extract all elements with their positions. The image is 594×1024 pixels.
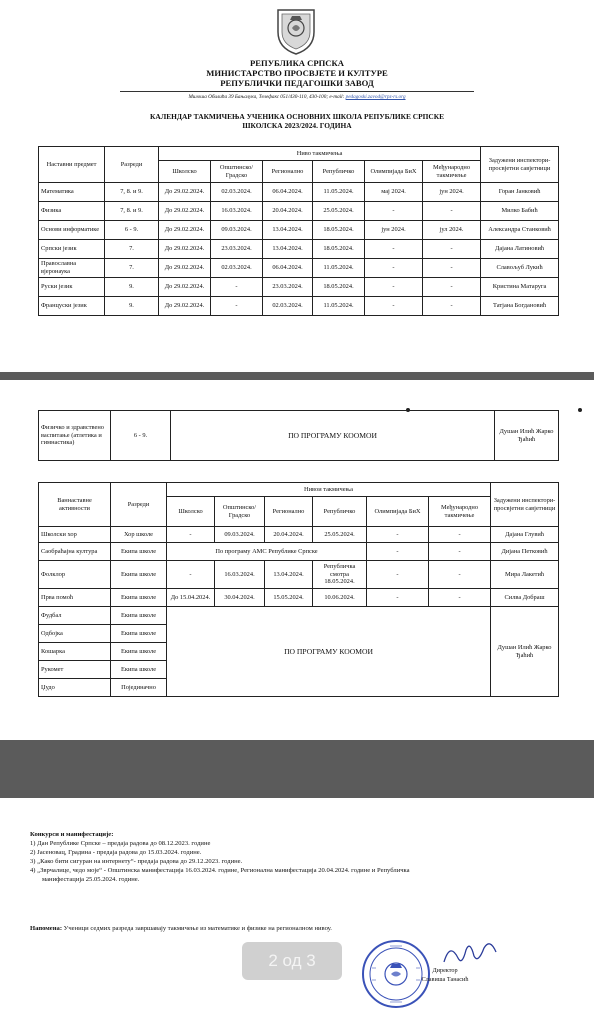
header-school: Школско	[167, 497, 215, 527]
cell-inspector: Дајана Латиновић	[481, 240, 559, 259]
cell-subject: Француски језик	[39, 297, 105, 316]
cell-activity: Саобраћајна култура	[39, 543, 111, 561]
cell-regional: 06.04.2024.	[263, 259, 313, 278]
cell-republic: 11.05.2024.	[313, 259, 365, 278]
table-row	[39, 183, 559, 202]
cell-subject: Физика	[39, 202, 105, 221]
header-olympiad: Олимпијада БиХ	[365, 161, 423, 183]
cell-sports-inspector: Душан Илић Жарко Ђаћић	[491, 607, 559, 697]
cell-republic: 18.05.2024.	[313, 240, 365, 259]
cell-regional: 20.04.2024.	[263, 202, 313, 221]
cell-regional: 23.03.2024.	[263, 278, 313, 297]
cell-municipal: -	[211, 278, 263, 297]
cell-olympiad: -	[367, 527, 429, 543]
cell-inspector: Силва Добраш	[491, 589, 559, 607]
header-school: Школско	[159, 161, 211, 183]
table-row	[39, 278, 559, 297]
cell-program: ПО ПРОГРАМУ КООМОИ	[171, 411, 495, 461]
table-row	[39, 527, 559, 543]
cell-olympiad: -	[365, 202, 423, 221]
header-international: Међународно такмичење	[429, 497, 491, 527]
cell-municipal: 02.03.2024.	[211, 259, 263, 278]
header-level: Ниво такмичења	[159, 147, 481, 161]
cell-inspector: Дијана Петковић	[491, 543, 559, 561]
cell-subject: Математика	[39, 183, 105, 202]
table-row	[39, 297, 559, 316]
cell-grades: Екипа школе	[111, 607, 167, 625]
table-row	[39, 561, 559, 589]
cell-activity: Кошарка	[39, 643, 111, 661]
extracurricular-table	[38, 482, 559, 697]
cell-school: До 29.02.2024.	[159, 202, 211, 221]
document-page-2	[0, 380, 594, 740]
cell-activity: Школски хор	[39, 527, 111, 543]
header-olympiad: Олимпијада БиХ	[367, 497, 429, 527]
table-row	[39, 543, 559, 561]
competition-table	[38, 146, 559, 316]
cell-activity: Фудбал	[39, 607, 111, 625]
cell-grades: Екипа школе	[111, 661, 167, 679]
cell-grades: 9.	[105, 297, 159, 316]
contest-item: 2) Јасеновац, Градина - предаја радова до 15.03.2024. године.	[30, 849, 202, 856]
cell-international: јун 2024.	[423, 183, 481, 202]
cell-municipal: 23.03.2024.	[211, 240, 263, 259]
cell-school: -	[167, 527, 215, 543]
cell-olympiad: -	[367, 543, 429, 561]
cell-grades: Појединачно	[111, 679, 167, 697]
cell-republic: 11.05.2024.	[313, 183, 365, 202]
cell-international: -	[423, 259, 481, 278]
cell-sports-program: ПО ПРОГРАМУ КООМОИ	[167, 607, 491, 697]
cell-regional: 20.04.2024.	[265, 527, 313, 543]
handwritten-signature	[440, 936, 500, 970]
cell-regional: 13.04.2024.	[265, 561, 313, 589]
cell-activity: Физичко и здравствено васпитање (атлетика и гимнастика)	[39, 411, 111, 461]
header-inspectors: Задужени инспектори-просвјетни савјетници	[481, 147, 559, 183]
cell-activity: Одбојка	[39, 625, 111, 643]
scan-mark	[578, 408, 582, 412]
cell-international: -	[423, 297, 481, 316]
cell-inspector: Татјана Богдановић	[481, 297, 559, 316]
header-republic: РЕПУБЛИКА СРПСКА	[250, 58, 344, 68]
header-activities: Ваннаставне активности	[39, 483, 111, 527]
note-label: Напомена:	[30, 925, 63, 932]
cell-international: -	[423, 240, 481, 259]
cell-olympiad: мај 2024.	[365, 183, 423, 202]
cell-grades: 6 - 9.	[111, 411, 171, 461]
cell-grades: 7.	[105, 259, 159, 278]
cell-inspector: Дајана Глувић	[491, 527, 559, 543]
cell-subject: Православна вјеронаука	[39, 259, 105, 278]
cell-municipal: 16.03.2024.	[215, 561, 265, 589]
email-link[interactable]: pedagoski.zavod@rpz-rs.org	[345, 94, 406, 100]
cell-international: -	[423, 278, 481, 297]
table-row	[39, 411, 559, 461]
cell-regional: 06.04.2024.	[263, 183, 313, 202]
cell-inspector: Александра Станковић	[481, 221, 559, 240]
cell-municipal: 30.04.2024.	[215, 589, 265, 607]
cell-republic: 25.05.2024.	[313, 527, 367, 543]
cell-olympiad: -	[365, 240, 423, 259]
cell-olympiad: јун 2024.	[365, 221, 423, 240]
table-row	[39, 221, 559, 240]
table-row	[39, 589, 559, 607]
cell-activity: Џудо	[39, 679, 111, 697]
cell-international: јул 2024.	[423, 221, 481, 240]
cell-program: По програму АМС Републике Српске	[167, 543, 367, 561]
cell-school: До 29.02.2024.	[159, 259, 211, 278]
cell-republic: 18.05.2024.	[313, 278, 365, 297]
header-ministry: МИНИСТАРСТВО ПРОСВЈЕТЕ И КУЛТУРЕ	[206, 68, 388, 78]
cell-grades: Хор школе	[111, 527, 167, 543]
cell-municipal: 09.03.2024.	[211, 221, 263, 240]
header-international: Међународно такмичење	[423, 161, 481, 183]
cell-grades: 7.	[105, 240, 159, 259]
cell-school: До 29.02.2024.	[159, 183, 211, 202]
header-subject: Наставни предмет	[39, 147, 105, 183]
cell-school: -	[167, 561, 215, 589]
header-municipal: Општинско/ Градско	[215, 497, 265, 527]
cell-municipal: 02.03.2024.	[211, 183, 263, 202]
cell-international: -	[423, 202, 481, 221]
header-municipal: Општинско/ Градско	[211, 161, 263, 183]
cell-grades: Екипа школе	[111, 589, 167, 607]
cell-municipal: 09.03.2024.	[215, 527, 265, 543]
document-title: КАЛЕНДАР ТАКМИЧЕЊА УЧЕНИКА ОСНОВНИХ ШКОЛА РЕПУБЛИКЕ СРПСКЕ	[150, 112, 444, 121]
cell-olympiad: -	[365, 259, 423, 278]
contests-section	[30, 830, 570, 884]
document-page-3	[0, 798, 594, 1024]
table-row	[39, 202, 559, 221]
header-address	[120, 91, 474, 100]
cell-grades: Екипа школе	[111, 543, 167, 561]
cell-olympiad: -	[367, 589, 429, 607]
table-row	[39, 240, 559, 259]
cell-school: До 29.02.2024.	[159, 240, 211, 259]
header-grades: Разреди	[111, 483, 167, 527]
table-row	[39, 607, 559, 625]
document-page-1	[0, 0, 594, 372]
contests-title: Конкурси и манифестације:	[30, 831, 114, 838]
cell-grades: Екипа школе	[111, 643, 167, 661]
cell-republic: Републичка смотра 18.05.2024.	[313, 561, 367, 589]
note-section	[30, 924, 570, 933]
header-republic: Републичко	[313, 497, 367, 527]
cell-olympiad: -	[365, 278, 423, 297]
cell-subject: Руски језик	[39, 278, 105, 297]
cell-grades: 7, 8. и 9.	[105, 183, 159, 202]
cell-republic: 10.06.2024.	[313, 589, 367, 607]
table-row	[39, 259, 559, 278]
cell-subject: Основи информатике	[39, 221, 105, 240]
cell-inspector: Мира Лакетић	[491, 561, 559, 589]
cell-olympiad: -	[365, 297, 423, 316]
cell-municipal: 16.03.2024.	[211, 202, 263, 221]
cell-inspector: Горан Јанковић	[481, 183, 559, 202]
cell-regional: 15.05.2024.	[265, 589, 313, 607]
note-text: Ученици седмих разреда завршавају такмичење из математике и физике на регионалном нивоу.	[62, 925, 332, 932]
cell-school: До 29.02.2024.	[159, 221, 211, 240]
cell-republic: 18.05.2024.	[313, 221, 365, 240]
cell-international: -	[429, 527, 491, 543]
contest-item: манифестација 25.05.2024. године.	[42, 876, 140, 883]
cell-inspector: Славољуб Лукић	[481, 259, 559, 278]
header-grades: Разреди	[105, 147, 159, 183]
cell-grades: 9.	[105, 278, 159, 297]
cell-republic: 11.05.2024.	[313, 297, 365, 316]
cell-regional: 13.04.2024.	[263, 221, 313, 240]
coat-of-arms-emblem	[274, 4, 318, 56]
contest-item: 4) „Зврчалице, чедо моје“ - Општинска манифестација 16.03.2024. године, Регионална манифестација 20.04.2024. године и Републичка	[30, 867, 410, 874]
signature-name: Славиша Танасић	[421, 976, 469, 983]
cell-school: До 29.02.2024.	[159, 297, 211, 316]
contest-item: 3) „Како бити сигуран на интернету“- предаја радова до 29.12.2023. године.	[30, 858, 243, 865]
cell-international: -	[429, 589, 491, 607]
signature-title: Директор	[432, 967, 458, 974]
page-indicator: 2 од 3	[242, 942, 342, 980]
cell-inspector: Милко Бабић	[481, 202, 559, 221]
cell-activity: Рукомет	[39, 661, 111, 679]
header-regional: Регионално	[265, 497, 313, 527]
contest-item: 1) Дан Републике Српске – предаја радова до 08.12.2023. године	[30, 840, 211, 847]
cell-grades: Екипа школе	[111, 561, 167, 589]
cell-activity: Фолклор	[39, 561, 111, 589]
header-inspectors: Задужени инспектори-просвјетни савјетници	[491, 483, 559, 527]
cell-grades: 6 - 9.	[105, 221, 159, 240]
cell-international: -	[429, 543, 491, 561]
address-text: Милоша Обилића 39 Бањалука, Телефакс 051/430-110, 430-100; e-mail:	[188, 94, 345, 100]
header-regional: Регионално	[263, 161, 313, 183]
cell-activity: Прва помоћ	[39, 589, 111, 607]
cell-grades: 7, 8. и 9.	[105, 202, 159, 221]
cell-republic: 25.05.2024.	[313, 202, 365, 221]
signature-block	[410, 966, 480, 984]
cell-municipal: -	[211, 297, 263, 316]
cell-subject: Српски језик	[39, 240, 105, 259]
document-subtitle: ШКОЛСКА 2023/2024. ГОДИНА	[242, 121, 352, 130]
header-institute: РЕПУБЛИЧКИ ПЕДАГОШКИ ЗАВОД	[220, 78, 374, 88]
header-level: Нивои такмичења	[167, 483, 491, 497]
cell-school: До 29.02.2024.	[159, 278, 211, 297]
pe-table	[38, 410, 559, 461]
header-republic: Републичко	[313, 161, 365, 183]
cell-school: До 15.04.2024.	[167, 589, 215, 607]
cell-regional: 13.04.2024.	[263, 240, 313, 259]
cell-international: -	[429, 561, 491, 589]
cell-grades: Екипа школе	[111, 625, 167, 643]
cell-inspector: Душан Илић Жарко Ђаћић	[495, 411, 559, 461]
cell-regional: 02.03.2024.	[263, 297, 313, 316]
cell-inspector: Кристина Матаруга	[481, 278, 559, 297]
cell-olympiad: -	[367, 561, 429, 589]
